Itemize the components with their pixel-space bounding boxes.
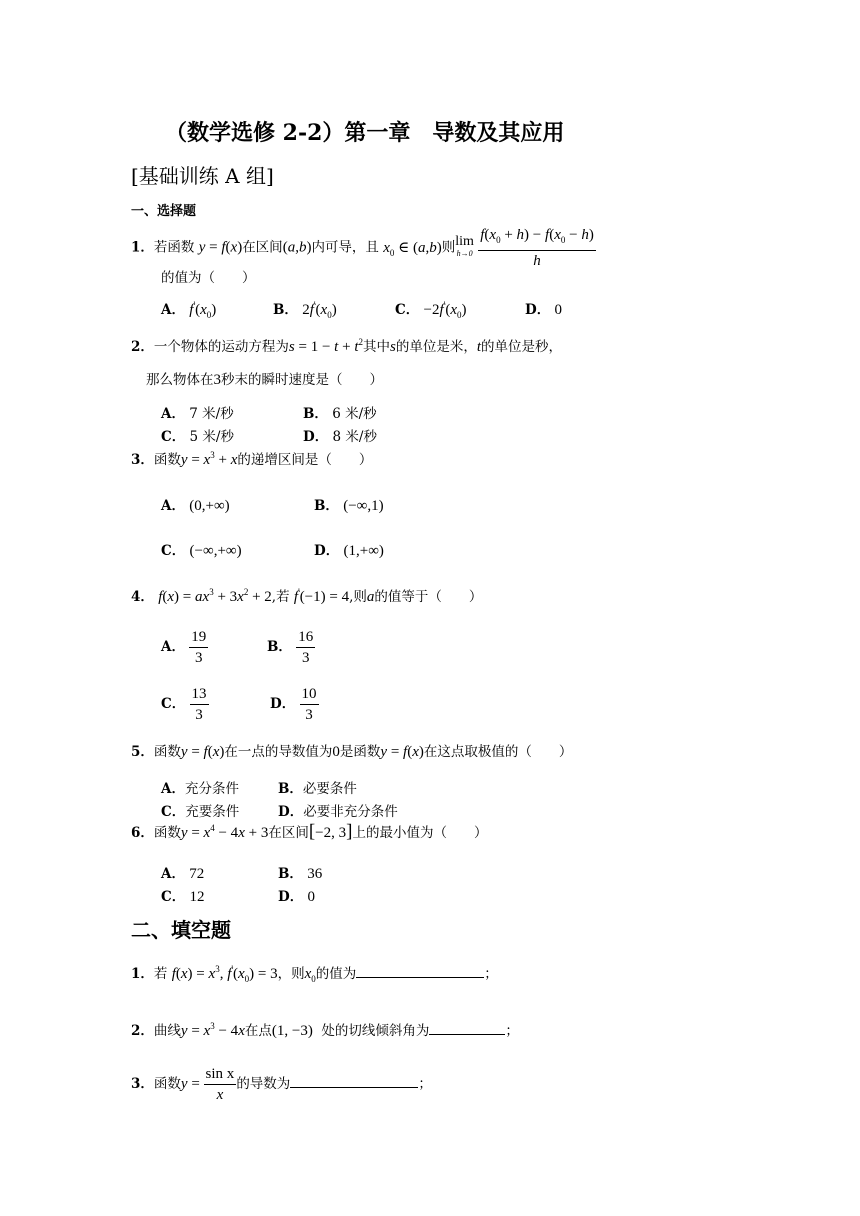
- math-expr: $f(x) = x^3$, $f'(x_0) = 3$: [171, 964, 278, 984]
- option-c: C． $\frac{13}{3}$: [161, 686, 207, 723]
- math-expr: [−2, 3]: [308, 821, 353, 842]
- math-expr: $y = x^3 + x$: [180, 450, 238, 468]
- question-number: 4．: [131, 589, 154, 605]
- question-text: 其中: [362, 339, 390, 355]
- question-text: 的值等于（ ）: [374, 589, 483, 605]
- math-expr: $y = x^4 - 4x + 3$: [180, 823, 269, 841]
- subtitle: [基础训练 A 组]: [131, 164, 274, 188]
- math-expr: f'(−1) = 4: [293, 587, 350, 605]
- option-c: C． 12: [161, 889, 205, 905]
- question-text: ,则: [349, 589, 367, 605]
- question-text: ；: [505, 1023, 519, 1039]
- question-2: 2．一个物体的运动方程为$s = 1 - t + t^2$其中s的单位是米，t的单位是秒，: [131, 337, 562, 355]
- math-expr: $y = x^3 - 4x$: [180, 1021, 245, 1039]
- question-text: 内可导，且: [311, 239, 379, 256]
- question-text: 曲线: [153, 1023, 181, 1039]
- option-a: A． $\frac{19}{3}$: [161, 629, 207, 666]
- question-text: 的单位是米，: [395, 339, 477, 355]
- option-b: B． $2f'(x_0)$: [273, 300, 337, 320]
- question-text: 的递增区间是（ ）: [237, 452, 373, 468]
- question-text: 的值为: [315, 966, 357, 982]
- math-expr: $s = 1 - t + t^2$: [288, 337, 363, 355]
- option-d: D． 0: [525, 302, 563, 318]
- math-expr: $f(x) = ax^3 + 3x^2 + 2$: [158, 587, 272, 605]
- question-4: 4． $f(x) = ax^3 + 3x^2 + 2$,若 f'(−1) = 4,则a的值等于（ ）: [131, 587, 483, 605]
- question-text: 一个物体的运动方程为: [153, 339, 289, 355]
- question-text: 函数: [153, 452, 181, 468]
- question-text: 函数: [153, 744, 181, 760]
- option-b: B． $\frac{16}{3}$: [267, 629, 314, 666]
- question-text: 上的最小值为（ ）: [352, 825, 488, 841]
- option-d: D． 0: [278, 889, 316, 905]
- question-text: 若函数: [153, 239, 195, 256]
- option-d: D． $\frac{10}{3}$: [270, 686, 317, 723]
- question-text: 在区间: [242, 239, 283, 256]
- math-expr: (a,b): [282, 239, 312, 256]
- option-c: C． $-2f'(x_0)$: [395, 300, 467, 320]
- question-3: [131, 448, 372, 469]
- question-text: 的单位是秒，: [481, 339, 562, 355]
- question-text: ,若: [271, 589, 290, 605]
- option-a: A． 7 米/秒: [161, 406, 234, 422]
- fill-question-1: [131, 962, 498, 984]
- option-d: D． 8 米/秒: [303, 429, 377, 445]
- option-a: A． $f'(x_0)$: [161, 300, 217, 320]
- option-b: B． (−∞,1): [314, 498, 384, 514]
- question-number: 3．: [131, 452, 154, 468]
- question-number: 1．: [131, 239, 154, 256]
- section-heading-choice: 一、选择题: [131, 204, 197, 219]
- math-expr: y = f(x): [198, 239, 243, 256]
- page-title: （数学选修 2-2）第一章 导数及其应用: [165, 120, 565, 146]
- question-text: 函数: [153, 1076, 181, 1092]
- question-text: 在点: [244, 1023, 272, 1039]
- fill-question-3: 3．函数y = $\frac{\text{sin x}}{x}$ 的导数为 ；: [131, 1066, 432, 1103]
- answer-blank[interactable]: [429, 1022, 505, 1035]
- fraction: $\frac{f(x_0 + h) - f(x_0 - h)}{h}$: [480, 227, 594, 269]
- answer-blank[interactable]: [290, 1075, 418, 1088]
- question-5: [131, 740, 572, 761]
- question-text: 的导数为: [236, 1076, 291, 1092]
- option-d: D． (1,+∞): [314, 543, 384, 559]
- math-expr: 0: [332, 744, 340, 760]
- math-expr: $x_0$ ∈ (a,b): [383, 239, 442, 258]
- question-text: 在区间: [268, 825, 309, 841]
- question-text: 则: [441, 239, 456, 256]
- question-number: 3．: [131, 1076, 154, 1092]
- question-text: 是函数: [339, 744, 381, 760]
- question-text: ；: [484, 966, 498, 982]
- option-b: B． 36: [278, 866, 323, 882]
- question-text: 处的切线倾斜角为: [321, 1023, 430, 1039]
- limit-operator: lim h→0: [455, 234, 474, 258]
- option-c: C．充要条件: [161, 804, 240, 820]
- question-number: 1．: [131, 966, 154, 982]
- math-expr: $x_0$: [304, 966, 316, 984]
- option-c: C． 5 米/秒: [161, 429, 234, 445]
- question-number: 6．: [131, 825, 154, 841]
- question-text: 那么物体在3秒末的瞬时速度是（ ）: [146, 372, 383, 388]
- question-text: 在一点的导数值为: [224, 744, 333, 760]
- math-expr: y = f(x): [180, 744, 225, 760]
- math-expr: y = f(x): [380, 744, 424, 760]
- question-number: 2．: [131, 339, 154, 355]
- fraction: $\frac{\text{sin x}}{x}$: [205, 1066, 235, 1103]
- question-number: 5．: [131, 744, 154, 760]
- option-d: D．必要非充分条件: [278, 804, 398, 820]
- math-expr: y: [180, 1076, 188, 1092]
- question-text: ；: [418, 1076, 432, 1092]
- question-number: 2．: [131, 1023, 154, 1039]
- option-b: B．必要条件: [278, 781, 357, 797]
- question-text: 若: [153, 966, 168, 982]
- question-text: 在这点取极值的（ ）: [423, 744, 573, 760]
- question-1: [131, 225, 596, 271]
- question-6: [131, 821, 487, 843]
- option-b: B． 6 米/秒: [303, 406, 377, 422]
- question-text: 函数: [153, 825, 181, 841]
- question-text: 的值为（ ）: [161, 270, 256, 286]
- fill-question-2: [131, 1019, 519, 1040]
- option-a: A．充分条件: [161, 781, 239, 797]
- option-a: A． (0,+∞): [161, 498, 230, 514]
- question-text: ，则: [277, 966, 305, 982]
- math-expr: (1, −3): [271, 1023, 313, 1039]
- option-a: A． 72: [161, 866, 205, 882]
- answer-blank[interactable]: [356, 965, 484, 978]
- section-heading-fill: 二、填空题: [131, 918, 231, 942]
- option-c: C． (−∞,+∞): [161, 543, 242, 559]
